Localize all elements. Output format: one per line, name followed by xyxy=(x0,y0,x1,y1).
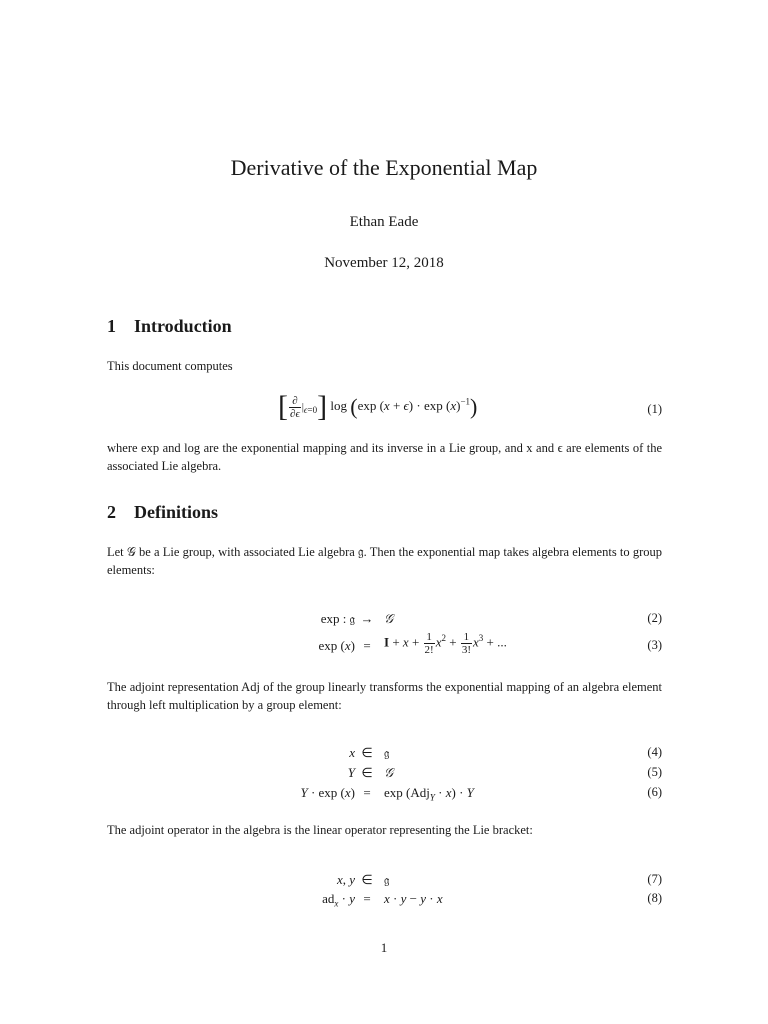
section-number: 2 xyxy=(107,502,116,522)
section-heading-introduction xyxy=(107,316,232,337)
equation-number: (3) xyxy=(647,638,662,652)
paragraph-intro: This document computes xyxy=(107,359,233,373)
section-number: 1 xyxy=(107,316,116,336)
equation-1: [ $\frac{\partial}{\partial\epsilon}$ $|_{\epsilon=0}$] log (exp $(x + \epsilon) \cdot \exp (x)^{-1}$) xyxy=(278,390,478,423)
equation-number: (2) xyxy=(647,611,662,625)
equation-number: (1) xyxy=(647,402,662,416)
equation-8: $ad_x \cdot y$ = x · y − y · x (8) xyxy=(322,891,662,909)
author: Ethan Eade xyxy=(349,214,419,230)
equation-6: Y · exp (x) = exp (Adj$_Y$ · x) · Y (6) xyxy=(300,785,662,803)
equation-number: (6) xyxy=(647,785,662,799)
date: November 12, 2018 xyxy=(324,255,444,271)
equation-3: exp (x) = I + x + $\frac{1}{2!}$ $x^2$ + $\frac{1}{3!}$ $x^3$ + ... (3) xyxy=(318,631,662,656)
equation-5: Y ∈ 𝒢 (5) xyxy=(347,765,662,780)
paragraph-after-eq1: where exp and log are the exponential mapping and its inverse in a Lie group, and x and ϵ are elements of the associated Lie algebra. xyxy=(107,441,662,473)
paragraph-adjoint: The adjoint representation Adj of the group linearly transforms the exponential mapping of an algebra element through left multiplication by a group element: xyxy=(107,680,662,712)
paragraph-definitions: Let 𝒢 be a Lie group, with associated Lie algebra 𝔤. Then the exponential map takes algebra elements to group elements: xyxy=(107,545,662,577)
section-heading-definitions xyxy=(107,502,218,523)
equation-4: x ∈ 𝔤 (4) xyxy=(349,745,662,760)
page-number: 1 xyxy=(380,940,388,955)
section-title: Introduction xyxy=(134,316,232,336)
equation-2: exp : 𝔤 → 𝒢 (2) xyxy=(320,611,662,626)
equation-number: (5) xyxy=(647,765,662,779)
paragraph-lie-bracket: The adjoint operator in the algebra is the linear operator representing the Lie bracket: xyxy=(107,823,533,837)
paper-title: Derivative of the Exponential Map xyxy=(230,155,538,180)
equation-number: (4) xyxy=(647,745,662,759)
equation-number: (7) xyxy=(647,872,662,886)
equation-7: x, y ∈ 𝔤 (7) xyxy=(336,872,662,887)
section-title: Definitions xyxy=(134,502,219,522)
equation-number: (8) xyxy=(647,891,662,905)
